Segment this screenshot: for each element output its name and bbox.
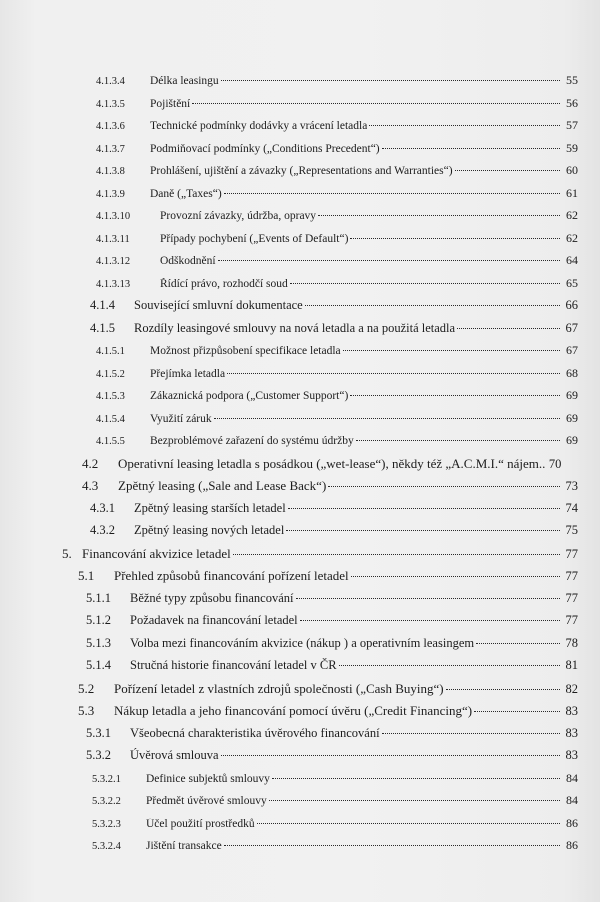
toc-number: 4.1.3.8 bbox=[96, 166, 125, 177]
toc-page-number: 77 bbox=[565, 591, 578, 605]
dot-leader bbox=[288, 508, 560, 509]
toc-page-number: 82 bbox=[565, 682, 578, 696]
toc-number: 4.1.3.6 bbox=[96, 121, 125, 132]
toc-entry[interactable] bbox=[82, 456, 578, 474]
toc-number: 4.2 bbox=[82, 456, 99, 471]
toc-number: 4.1.3.11 bbox=[96, 234, 130, 245]
toc-title: Přejímka letadla bbox=[150, 368, 226, 380]
toc-entry[interactable] bbox=[92, 838, 578, 856]
dot-leader bbox=[305, 305, 560, 306]
toc-number: 4.1.3.10 bbox=[96, 211, 131, 222]
toc-page-number: 56 bbox=[566, 96, 578, 110]
toc-entry[interactable] bbox=[96, 253, 578, 271]
dot-leader bbox=[221, 755, 560, 756]
toc-number: 4.1.3.13 bbox=[96, 279, 131, 290]
toc-entry[interactable] bbox=[92, 793, 578, 811]
toc-page-number: 84 bbox=[566, 793, 578, 807]
dot-leader bbox=[296, 598, 561, 599]
toc-title: Řídící právo, rozhodčí soud bbox=[160, 278, 288, 290]
toc-entry[interactable] bbox=[96, 141, 578, 159]
toc-title: Zpětný leasing starších letadel bbox=[134, 501, 286, 515]
toc-page-number: 84 bbox=[566, 771, 578, 785]
toc-number: 5. bbox=[62, 546, 72, 561]
toc-page-number: 57 bbox=[566, 118, 578, 132]
toc-entry[interactable] bbox=[86, 591, 578, 609]
toc-page-number: 55 bbox=[566, 73, 578, 87]
toc-page-number: 83 bbox=[565, 704, 578, 718]
toc-entry[interactable] bbox=[86, 726, 578, 744]
toc-title: Předmět úvěrové smlouvy bbox=[146, 795, 267, 807]
toc-title: Pořízení letadel z vlastních zdrojů společnosti („Cash Buying“) bbox=[114, 681, 444, 696]
toc-title: Podmiňovací podmínky („Conditions Precedent“) bbox=[150, 143, 380, 155]
toc-number: 4.3.2 bbox=[90, 523, 115, 537]
toc-page-number: 69 bbox=[566, 411, 578, 425]
toc-title: Daně („Taxes“) bbox=[150, 188, 222, 200]
toc-entry[interactable] bbox=[90, 501, 578, 519]
dot-leader bbox=[272, 778, 560, 779]
toc-title: Využití záruk bbox=[150, 413, 212, 425]
toc-number: 4.3.1 bbox=[90, 501, 115, 515]
toc-entry[interactable] bbox=[96, 231, 578, 249]
toc-page-number: 78 bbox=[565, 636, 578, 650]
toc-number: 5.1 bbox=[78, 568, 95, 583]
toc-number: 4.1.3.4 bbox=[96, 76, 125, 87]
dot-leader bbox=[369, 125, 560, 126]
toc-entry[interactable] bbox=[96, 366, 578, 384]
toc-page-number: 83 bbox=[565, 726, 578, 740]
toc-title: Úvěrová smlouva bbox=[130, 748, 219, 762]
toc-entry[interactable] bbox=[96, 163, 578, 181]
dot-leader bbox=[455, 170, 560, 171]
toc-page-number: 67 bbox=[565, 321, 578, 335]
toc-page-number: 68 bbox=[566, 366, 578, 380]
toc-entry[interactable] bbox=[96, 276, 578, 294]
toc-page-number: 62 bbox=[566, 208, 578, 222]
toc-page-number: 59 bbox=[566, 141, 578, 155]
dot-leader bbox=[351, 576, 560, 577]
toc-number: 4.1.5.1 bbox=[96, 346, 125, 357]
toc-page-number: 83 bbox=[565, 748, 578, 762]
dot-leader bbox=[328, 486, 560, 487]
toc-title: Technické podmínky dodávky a vrácení letadla bbox=[150, 120, 368, 132]
toc-number: 5.3.2.1 bbox=[92, 774, 121, 785]
toc-page-number: 62 bbox=[566, 231, 578, 245]
toc-title: Nákup letadla a jeho financování pomocí úvěru („Credit Financing“) bbox=[114, 703, 473, 718]
toc-title: Provozní závazky, údržba, opravy bbox=[160, 210, 317, 222]
toc-title: Prohlášení, ujištění a závazky („Representations and Warranties“) bbox=[150, 165, 453, 177]
dot-leader bbox=[474, 711, 560, 712]
dot-leader bbox=[290, 283, 560, 284]
toc-page-number: 69 bbox=[566, 433, 578, 447]
toc-number: 5.3.2.2 bbox=[92, 796, 121, 807]
toc-entry[interactable] bbox=[96, 96, 578, 114]
toc-title: Operativní leasing letadla s posádkou („wet-lease“), někdy též „A.C.M.I.“ nájem.. bbox=[118, 456, 546, 471]
dot-leader bbox=[233, 554, 560, 555]
toc-number: 5.3.2.3 bbox=[92, 819, 121, 830]
toc-entry[interactable] bbox=[78, 681, 578, 699]
toc-page-number: 61 bbox=[566, 186, 578, 200]
toc-number: 4.1.3.12 bbox=[96, 256, 131, 267]
toc-number: 4.3 bbox=[82, 478, 99, 493]
toc-page-number: 86 bbox=[566, 816, 578, 830]
toc-number: 5.1.2 bbox=[86, 613, 111, 627]
toc-page-number: 70 bbox=[548, 457, 562, 471]
dot-leader bbox=[224, 845, 560, 846]
toc-number: 4.1.3.9 bbox=[96, 189, 125, 200]
toc-entry[interactable] bbox=[78, 568, 578, 586]
toc-title: Bezproblémové zařazení do systému údržby bbox=[150, 435, 354, 447]
toc-entry[interactable] bbox=[86, 748, 578, 766]
toc-page-number: 66 bbox=[565, 298, 578, 312]
toc-number: 4.1.3.5 bbox=[96, 99, 125, 110]
toc-entry[interactable] bbox=[96, 186, 578, 204]
toc-title: Související smluvní dokumentace bbox=[134, 298, 303, 312]
toc-number: 5.2 bbox=[78, 681, 95, 696]
toc-entry[interactable] bbox=[86, 613, 578, 631]
toc-title: Přehled způsobů financování pořízení letadel bbox=[114, 568, 349, 583]
toc-title: Běžné typy způsobu financování bbox=[130, 591, 294, 605]
toc-number: 5.3.2 bbox=[86, 748, 111, 762]
toc-page-number: 74 bbox=[565, 501, 578, 515]
toc-title: Odškodnění bbox=[160, 255, 216, 267]
toc-title: Požadavek na financování letadel bbox=[130, 613, 298, 627]
toc-title: Zpětný leasing („Sale and Lease Back“) bbox=[118, 478, 327, 493]
toc-entry[interactable] bbox=[96, 343, 578, 361]
toc-page-number: 77 bbox=[565, 613, 578, 627]
toc-title: Délka leasingu bbox=[150, 75, 219, 87]
dot-leader bbox=[286, 530, 560, 531]
toc-page-number: 60 bbox=[566, 163, 578, 177]
toc-entry[interactable] bbox=[96, 411, 578, 429]
toc-title: Jištění transakce bbox=[146, 840, 222, 852]
toc-entry[interactable] bbox=[96, 433, 578, 451]
toc-number: 4.1.5.4 bbox=[96, 414, 125, 425]
toc-page-number: 65 bbox=[566, 276, 578, 290]
toc-title: Zákaznická podpora („Customer Support“) bbox=[150, 390, 349, 402]
toc-entry[interactable] bbox=[92, 771, 578, 789]
toc-page-number: 69 bbox=[566, 388, 578, 402]
toc-page-number: 81 bbox=[565, 658, 578, 672]
dot-leader bbox=[214, 418, 560, 419]
toc-entry[interactable] bbox=[82, 478, 578, 496]
toc-entry[interactable] bbox=[62, 546, 578, 564]
dot-leader bbox=[221, 80, 560, 81]
dot-leader bbox=[343, 350, 560, 351]
dot-leader bbox=[227, 373, 560, 374]
toc-page-number: 64 bbox=[566, 253, 578, 267]
toc-title: Možnost přizpůsobení specifikace letadla bbox=[150, 345, 341, 357]
toc-entry[interactable] bbox=[86, 636, 578, 654]
dot-leader bbox=[382, 148, 560, 149]
dot-leader bbox=[218, 260, 560, 261]
toc-page-number: 75 bbox=[565, 523, 578, 537]
toc-title: Definice subjektů smlouvy bbox=[146, 773, 270, 785]
toc-title: Všeobecná charakteristika úvěrového financování bbox=[130, 726, 380, 740]
toc-page-number: 77 bbox=[565, 569, 578, 583]
toc-number: 4.1.4 bbox=[90, 298, 115, 312]
dot-leader bbox=[356, 440, 560, 441]
dot-leader bbox=[224, 193, 560, 194]
toc-number: 4.1.5 bbox=[90, 321, 115, 335]
toc-title: Zpětný leasing nových letadel bbox=[134, 523, 285, 537]
toc-page-number: 73 bbox=[565, 479, 578, 493]
toc-number: 5.3.1 bbox=[86, 726, 111, 740]
dot-leader bbox=[339, 665, 560, 666]
toc-title: Stručná historie financování letadel v ČR bbox=[130, 658, 337, 672]
dot-leader bbox=[382, 733, 560, 734]
dot-leader bbox=[192, 103, 560, 104]
toc-number: 5.1.3 bbox=[86, 636, 111, 650]
toc-entry[interactable] bbox=[86, 658, 578, 676]
toc-entry[interactable] bbox=[92, 816, 578, 834]
dot-leader bbox=[300, 620, 560, 621]
toc-title: Případy pochybení („Events of Default“) bbox=[160, 233, 349, 245]
toc-entry[interactable] bbox=[96, 73, 578, 91]
toc-entry[interactable] bbox=[78, 703, 578, 721]
dot-leader bbox=[350, 395, 560, 396]
toc-number: 5.1.4 bbox=[86, 658, 111, 672]
toc-title: Účel použití prostředků bbox=[146, 818, 255, 830]
toc-entry[interactable] bbox=[90, 321, 578, 339]
dot-leader bbox=[457, 328, 560, 329]
toc-number: 5.3 bbox=[78, 703, 95, 718]
toc-number: 5.3.2.4 bbox=[92, 841, 121, 852]
dot-leader bbox=[476, 643, 560, 644]
toc-entry[interactable] bbox=[96, 208, 578, 226]
toc-number: 4.1.5.5 bbox=[96, 436, 125, 447]
dot-leader bbox=[318, 215, 560, 216]
toc-number: 4.1.5.2 bbox=[96, 369, 125, 380]
toc-entry[interactable] bbox=[90, 523, 578, 541]
dot-leader bbox=[257, 823, 560, 824]
toc-page-number: 67 bbox=[566, 343, 578, 357]
toc-title: Rozdíly leasingové smlouvy na nová letadla a na použitá letadla bbox=[134, 321, 456, 335]
toc-entry[interactable] bbox=[96, 118, 578, 136]
dot-leader bbox=[446, 689, 560, 690]
toc-title: Financování akvizice letadel bbox=[82, 546, 231, 561]
toc-entry[interactable] bbox=[96, 388, 578, 406]
toc-number: 5.1.1 bbox=[86, 591, 111, 605]
toc-entry[interactable] bbox=[90, 298, 578, 316]
toc-number: 4.1.3.7 bbox=[96, 144, 125, 155]
dot-leader bbox=[269, 800, 560, 801]
toc-title: Pojištění bbox=[150, 98, 191, 110]
toc-title: Volba mezi financováním akvizice (nákup ) a operativním leasingem bbox=[130, 636, 475, 650]
dot-leader bbox=[350, 238, 560, 239]
toc-page-number: 86 bbox=[566, 838, 578, 852]
toc-number: 4.1.5.3 bbox=[96, 391, 125, 402]
toc-page-number: 77 bbox=[565, 547, 578, 561]
